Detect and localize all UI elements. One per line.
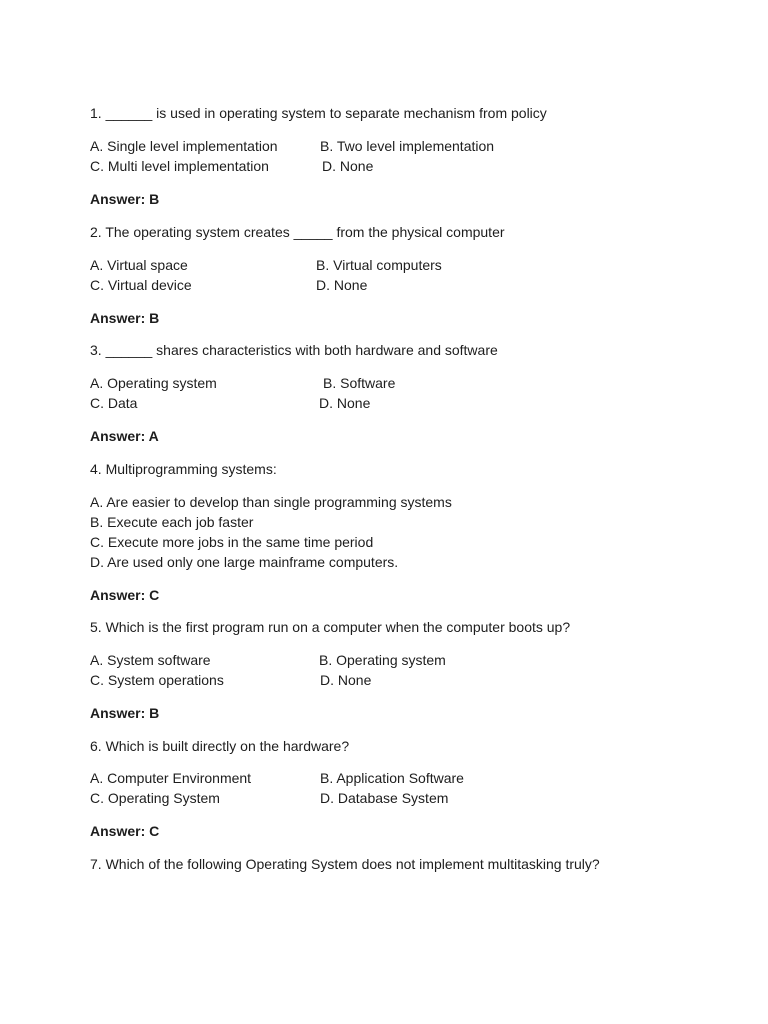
q6-option-a: A. Computer Environment — [90, 770, 252, 786]
q3-option-a: A. Operating system — [90, 375, 217, 391]
q1-option-c: C. Multi level implementation — [90, 158, 269, 174]
q4-option-b: B. Execute each job faster — [90, 514, 254, 530]
q2-option-c: C. Virtual device — [90, 277, 192, 293]
q1-answer: Answer: B — [90, 191, 160, 207]
q3-answer: Answer: A — [90, 428, 159, 444]
q4-option-a: A. Are easier to develop than single programming systems — [90, 494, 452, 510]
q3-option-c: C. Data — [90, 395, 138, 411]
q5-option-c: C. System operations — [90, 672, 224, 688]
question-6: 6. Which is built directly on the hardware? — [90, 738, 350, 754]
q4-answer: Answer: C — [90, 587, 160, 603]
q3-option-b: B. Software — [323, 375, 396, 391]
q6-option-d: D. Database System — [320, 790, 449, 806]
q6-answer: Answer: C — [90, 823, 160, 839]
q4-option-d: D. Are used only one large mainframe computers. — [90, 554, 399, 570]
q2-option-d: D. None — [316, 277, 368, 293]
q5-option-a: A. System software — [90, 652, 211, 668]
question-1: 1. ______ is used in operating system to separate mechanism from policy — [90, 105, 547, 121]
q2-answer: Answer: B — [90, 310, 160, 326]
quiz-page — [90, 0, 730, 1024]
q5-answer: Answer: B — [90, 705, 160, 721]
q3-option-d: D. None — [319, 395, 371, 411]
q1-option-d: D. None — [322, 158, 374, 174]
question-7: 7. Which of the following Operating System does not implement multitasking truly? — [90, 856, 600, 872]
q5-option-b: B. Operating system — [319, 652, 446, 668]
q6-option-c: C. Operating System — [90, 790, 220, 806]
question-4: 4. Multiprogramming systems: — [90, 461, 277, 477]
q4-option-c: C. Execute more jobs in the same time period — [90, 534, 374, 550]
q1-option-b: B. Two level implementation — [320, 138, 495, 154]
q6-option-b: B. Application Software — [320, 770, 464, 786]
question-5: 5. Which is the first program run on a computer when the computer boots up? — [90, 619, 571, 635]
q2-option-a: A. Virtual space — [90, 257, 188, 273]
q1-option-a: A. Single level implementation — [90, 138, 278, 154]
q2-option-b: B. Virtual computers — [316, 257, 442, 273]
question-2: 2. The operating system creates _____ from the physical computer — [90, 224, 505, 240]
question-3: 3. ______ shares characteristics with both hardware and software — [90, 342, 498, 358]
q5-option-d: D. None — [320, 672, 372, 688]
